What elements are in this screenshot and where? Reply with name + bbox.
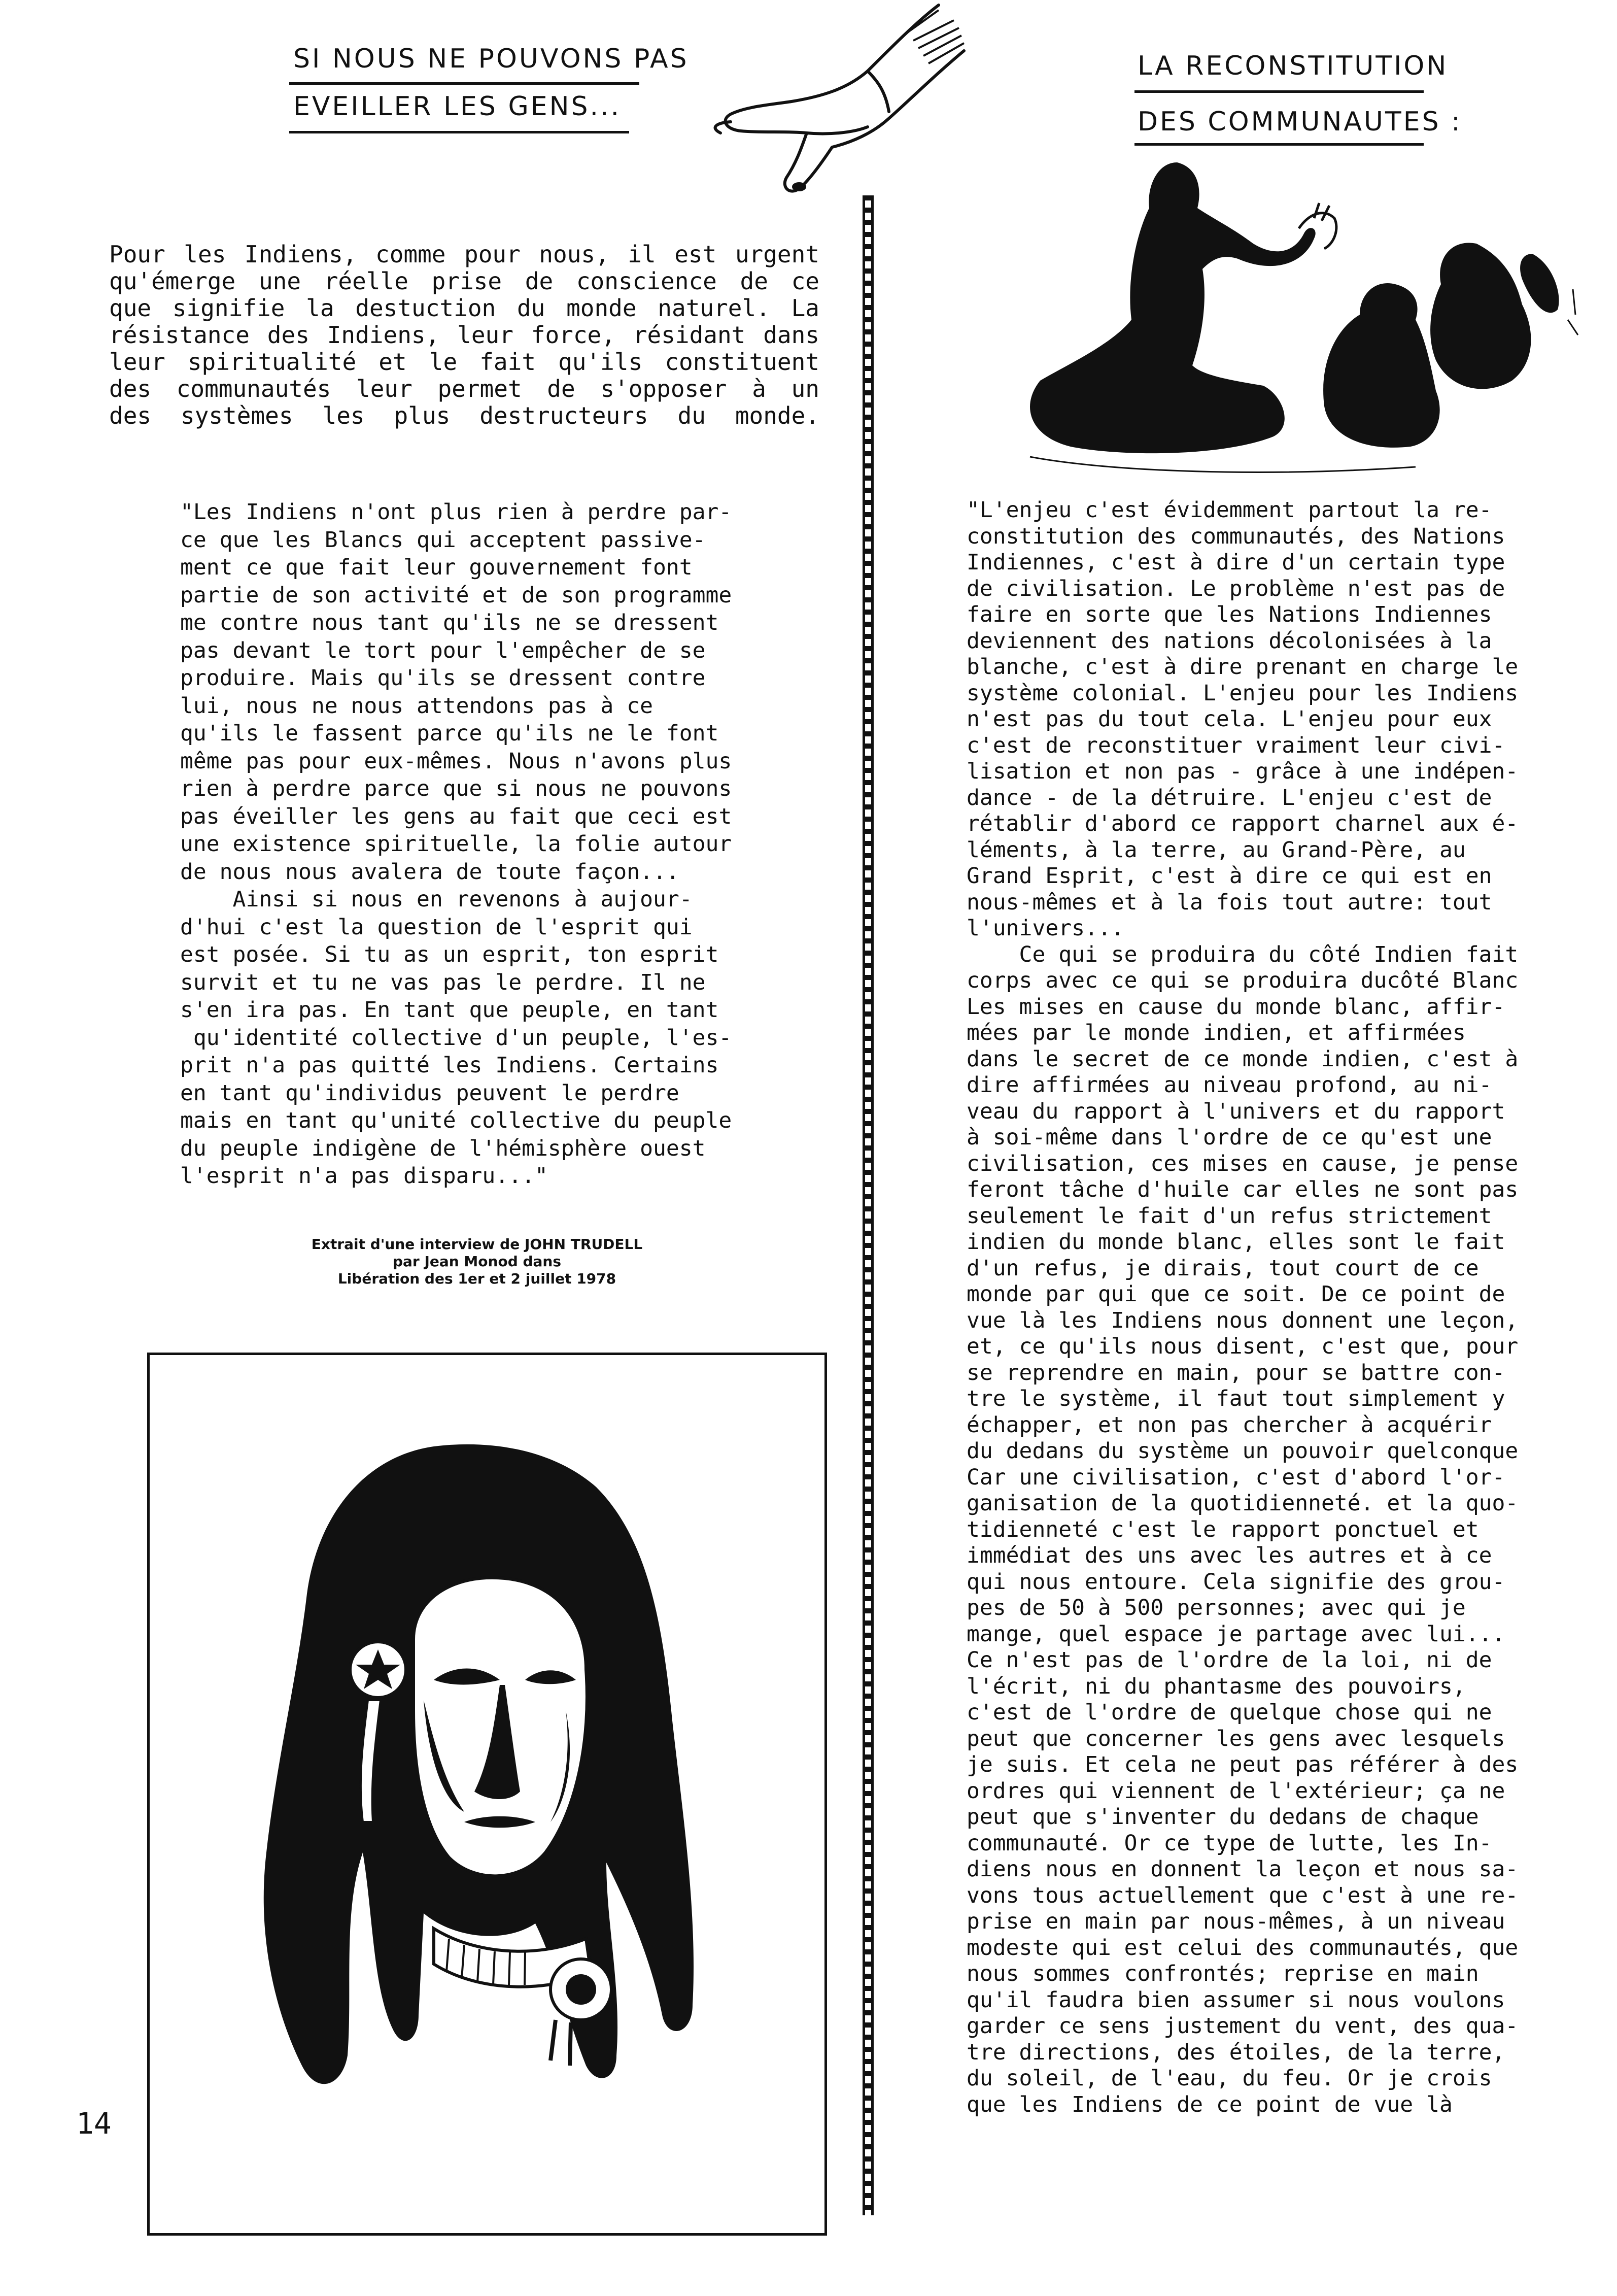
right-line: dans le secret de ce monde indien, c'est à [967, 1046, 1519, 1072]
right-line: du soleil, de l'eau, du feu. Or je crois [967, 2066, 1492, 2091]
quote-line: s'en ira pas. En tant que peuple, en tant [180, 997, 719, 1023]
right-line: Ce n'est pas de l'ordre de la loi, ni de [967, 1647, 1492, 1673]
right-line: dire affirmées au niveau profond, au ni- [967, 1072, 1492, 1098]
right-line: vons tous actuellement que c'est à une re- [967, 1882, 1519, 1908]
citation-line2: par Jean Monod dans [392, 1253, 562, 1270]
right-line: mées par le monde indien, et affirmées [967, 1020, 1466, 1045]
trudell-quote [180, 498, 764, 1190]
right-line: Grand Esprit, c'est à dire ce qui est en [967, 863, 1492, 889]
right-line: constitution des communautés, des Nations [967, 523, 1505, 549]
right-line: Les mises en cause du monde blanc, affir- [967, 994, 1505, 1020]
quote-line: me contre nous tant qu'ils ne se dressent [180, 610, 719, 635]
right-line: Indiennes, c'est à dire d'un certain type [967, 550, 1505, 575]
citation-line3: Libération des 1er et 2 juillet 1978 [337, 1270, 616, 1287]
quote-line: produire. Mais qu'ils se dressent contre [180, 665, 706, 691]
right-line: d'un refus, je dirais, tout court de ce [967, 1255, 1479, 1281]
right-line: veau du rapport à l'univers et du rapport [967, 1098, 1505, 1124]
quote-line: pas éveiller les gens au fait que ceci est [180, 803, 732, 829]
right-line: que les Indiens de ce point de vue là [967, 2091, 1453, 2117]
intro-line: résistance des Indiens, leur force, résidant dans [109, 321, 819, 349]
right-line: Ce qui se produira du côté Indien fait [967, 941, 1519, 967]
intro-paragraph [109, 241, 819, 429]
right-line: feront tâche d'huile car elles ne sont pas [967, 1177, 1519, 1202]
intro-line: Pour les Indiens, comme pour nous, il est urgent [109, 241, 819, 268]
right-heading-line2: DES COMMUNAUTES : [1138, 107, 1462, 137]
right-line: Car une civilisation, c'est d'abord l'or- [967, 1464, 1505, 1490]
quote-line: mais en tant qu'unité collective du peuple [180, 1108, 732, 1133]
quote-line: pas devant le tort pour l'empêcher de se [180, 637, 706, 663]
page-number: 14 [76, 2106, 112, 2141]
right-line: ordres qui viennent de l'extérieur; ça ne [967, 1778, 1505, 1804]
left-heading-line2: EVEILLER LES GENS... [293, 91, 622, 122]
right-line: indien du monde blanc, elles sont le fait [967, 1229, 1505, 1255]
right-line: échapper, et non pas chercher à acquérir [967, 1412, 1492, 1438]
right-line: léments, à la terre, au Grand-Père, au [967, 837, 1466, 863]
right-line: pes de 50 à 500 personnes; avec qui je [967, 1595, 1466, 1620]
pointing-hand-illustration [700, 0, 974, 213]
right-heading-underline-1 [1134, 90, 1424, 93]
indian-portrait-illustration [150, 1355, 824, 2233]
right-line: modeste qui est celui des communautés, que [967, 1935, 1519, 1961]
quote-line: prit n'a pas quitté les Indiens. Certains [180, 1053, 719, 1078]
right-line: du dedans du système un pouvoir quelconque [967, 1438, 1519, 1464]
quote-line: qu'ils le fassent parce qu'ils ne le font [180, 721, 719, 746]
right-line: nous-mêmes et à la fois tout autre: tout [967, 889, 1492, 915]
right-line: faire en sorte que les Nations Indiennes [967, 602, 1492, 627]
quote-line: ment ce que fait leur gouvernement font [180, 555, 693, 580]
quote-line: partie de son activité et de son programme [180, 582, 732, 608]
right-line: "L'enjeu c'est évidemment partout la re- [967, 497, 1492, 523]
right-line: blanche, c'est à dire prenant en charge le [967, 654, 1519, 680]
intro-line: leur spiritualité et le fait qu'ils constituent [109, 348, 819, 376]
right-line: je suis. Et cela ne peut pas référer à des [967, 1752, 1519, 1777]
quote-line: survit et tu ne vas pas le perdre. Il ne [180, 969, 706, 995]
right-column-text [967, 497, 1545, 2118]
citation-line1: Extrait d'une interview de JOHN TRUDELL [311, 1236, 643, 1253]
left-heading-underline-1 [289, 82, 639, 85]
quote-line: qu'identité collective d'un peuple, l'es- [180, 1025, 732, 1051]
right-line: diens nous en donnent la leçon et nous sa- [967, 1856, 1519, 1882]
right-line: l'univers... [967, 916, 1124, 941]
right-line: vue là les Indiens nous donnent une leçon, [967, 1307, 1519, 1333]
intro-line: qu'émerge une réelle prise de conscience de ce [109, 267, 819, 295]
quote-line: en tant qu'individus peuvent le perdre [180, 1080, 679, 1106]
intro-line: que signifie la destuction du monde naturel. La [109, 294, 819, 322]
right-line: nous sommes confrontés; reprise en main [967, 1961, 1479, 1986]
right-line: civilisation, ces mises en cause, je pense [967, 1151, 1519, 1176]
quote-line: d'hui c'est la question de l'esprit qui [180, 914, 693, 940]
quote-line: lui, nous ne nous attendons pas à ce [180, 693, 653, 719]
right-line: tre directions, des étoiles, de la terre, [967, 2039, 1505, 2065]
right-line: qui nous entoure. Cela signifie des grou- [967, 1569, 1505, 1595]
right-line: et, ce qu'ils nous disent, c'est que, pour [967, 1334, 1519, 1359]
right-line: ganisation de la quotidienneté. et la quo- [967, 1491, 1519, 1516]
quote-line: du peuple indigène de l'hémisphère ouest [180, 1135, 706, 1161]
quote-line: de nous nous avalera de toute façon... [180, 859, 679, 885]
right-line: dance - de la détruire. L'enjeu c'est de [967, 785, 1492, 811]
right-line: corps avec ce qui se produira ducôté Blanc [967, 968, 1519, 993]
left-heading-line1: SI NOUS NE POUVONS PAS [293, 44, 689, 74]
intro-line: des systèmes les plus destructeurs du monde. [109, 402, 819, 429]
right-line: peut que s'inventer du dedans de chaque [967, 1804, 1479, 1830]
right-line: prise en main par nous-mêmes, à un niveau [967, 1909, 1505, 1934]
right-line: tre le système, il faut tout simplement y [967, 1386, 1505, 1411]
quote-citation [284, 1236, 670, 1288]
quote-line: même pas pour eux-mêmes. Nous n'avons plus [180, 748, 732, 774]
right-line: mange, quel espace je partage avec lui... [967, 1621, 1505, 1647]
right-heading-underline-2 [1134, 143, 1424, 146]
right-line: de civilisation. Le problème n'est pas de [967, 576, 1505, 601]
right-line: seulement le fait d'un refus strictement [967, 1203, 1492, 1229]
indian-group-illustration [1010, 152, 1588, 487]
right-line: immédiat des uns avec les autres et à ce [967, 1543, 1492, 1568]
right-line: peut que concerner les gens avec lesquels [967, 1726, 1505, 1751]
intro-line: des communautés leur permet de s'opposer à un [109, 375, 819, 402]
right-line: qu'il faudra bien assumer si nous voulons [967, 1987, 1505, 2013]
right-line: lisation et non pas - grâce à une indépen- [967, 759, 1519, 784]
right-heading-line1: LA RECONSTITUTION [1138, 51, 1449, 81]
quote-line: rien à perdre parce que si nous ne pouvons [180, 776, 732, 801]
quote-line: ce que les Blancs qui acceptent passive- [180, 527, 706, 553]
right-line: l'écrit, ni du phantasme des pouvoirs, [967, 1673, 1466, 1699]
left-heading-underline-2 [289, 131, 629, 133]
right-line: c'est de l'ordre de quelque chose qui ne [967, 1700, 1492, 1725]
right-line: se reprendre en main, pour se battre con- [967, 1360, 1505, 1386]
right-line: c'est de reconstituer vraiment leur civi- [967, 732, 1505, 758]
column-divider [863, 195, 874, 2215]
right-line: tidienneté c'est le rapport ponctuel et [967, 1516, 1479, 1542]
right-line: n'est pas du tout cela. L'enjeu pour eux [967, 706, 1492, 732]
quote-line: Ainsi si nous en revenons à aujour- [180, 887, 693, 912]
right-line: garder ce sens justement du vent, des qua- [967, 2013, 1519, 2039]
portrait-frame [147, 1353, 827, 2236]
quote-line: est posée. Si tu as un esprit, ton esprit [180, 942, 719, 967]
right-line: deviennent des nations décolonisées à la [967, 628, 1492, 654]
right-line: à soi-même dans l'ordre de ce qu'est une [967, 1125, 1492, 1150]
right-line: rétablir d'abord ce rapport charnel aux é- [967, 811, 1519, 836]
right-line: système colonial. L'enjeu pour les Indiens [967, 680, 1519, 706]
quote-line: l'esprit n'a pas disparu..." [180, 1163, 548, 1189]
right-line: communauté. Or ce type de lutte, les In- [967, 1830, 1492, 1856]
quote-line: "Les Indiens n'ont plus rien à perdre par- [180, 499, 732, 525]
quote-line: une existence spirituelle, la folie autour [180, 831, 732, 857]
right-line: monde par qui que ce soit. De ce point de [967, 1281, 1505, 1307]
